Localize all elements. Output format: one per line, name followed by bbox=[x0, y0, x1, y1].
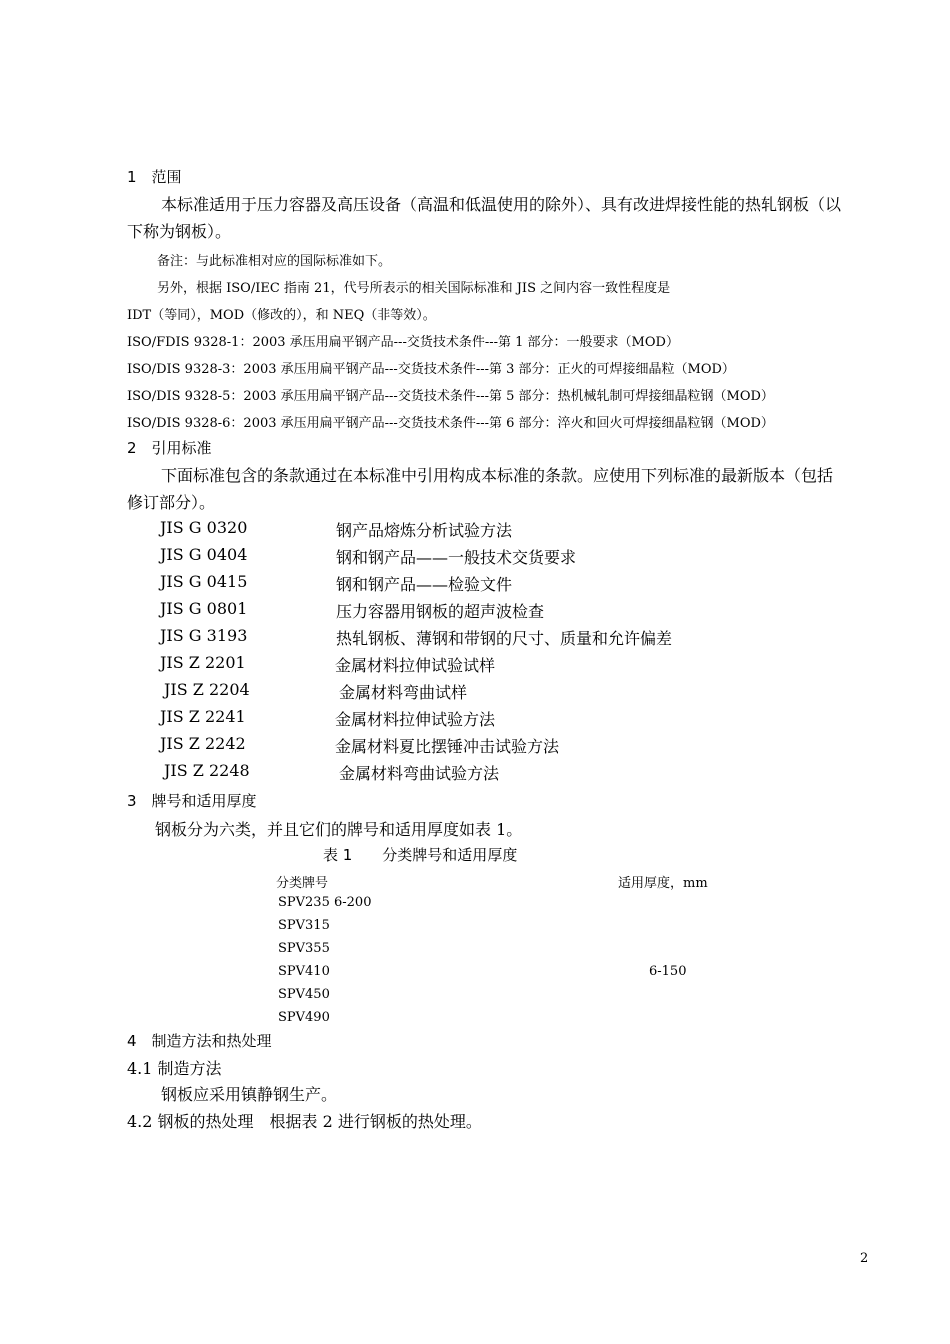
table-cell-grade: SPV355 bbox=[278, 941, 330, 956]
ref-code: JIS Z 2201 bbox=[160, 653, 246, 672]
ref-code: JIS G 0320 bbox=[160, 518, 248, 537]
ref-title: 钢产品熔炼分析试验方法 bbox=[336, 521, 513, 540]
table-header-grade: 分类牌号 bbox=[276, 876, 329, 891]
note2-line-2: IDT（等同），MOD（修改的），和 NEQ（非等效）。 bbox=[127, 308, 436, 323]
ref-title: 金属材料弯曲试样 bbox=[339, 683, 468, 702]
table-cell-grade: SPV490 bbox=[278, 1010, 330, 1025]
ref-title: 热轧钢板、薄钢和带钢的尺寸、质量和允许偏差 bbox=[336, 629, 673, 648]
ref-code: JIS Z 2248 bbox=[164, 761, 250, 780]
section-4-heading: 4 制造方法和热处理 bbox=[127, 1032, 272, 1050]
ref-title: 金属材料拉伸试验试样 bbox=[335, 656, 496, 675]
section-1-paragraph-line-2: 下称为钢板）。 bbox=[127, 222, 232, 241]
ref-title: 金属材料夏比摆锤冲击试验方法 bbox=[335, 737, 560, 756]
section-4-2-text: 4.2 钢板的热处理 根据表 2 进行钢板的热处理。 bbox=[127, 1112, 482, 1131]
ref-title: 金属材料弯曲试验方法 bbox=[339, 764, 500, 783]
table-header-thickness: 适用厚度，mm bbox=[618, 876, 708, 891]
ref-code: JIS G 0415 bbox=[160, 572, 248, 591]
ref-code: JIS Z 2242 bbox=[160, 734, 246, 753]
ref-code: JIS G 0404 bbox=[160, 545, 248, 564]
section-2-paragraph-line-1: 下面标准包含的条款通过在本标准中引用构成本标准的条款。应使用下列标准的最新版本（包括 bbox=[161, 466, 834, 485]
section-2-paragraph-line-2: 修订部分）。 bbox=[127, 493, 216, 512]
ref-code: JIS Z 2241 bbox=[160, 707, 246, 726]
ref-code: JIS G 3193 bbox=[160, 626, 248, 645]
iso-standard-line: ISO/DIS 9328-6：2003 承压用扁平钢产品---交货技术条件---第 6 部分：淬火和回火可焊接细晶粒钢（MOD） bbox=[127, 416, 774, 431]
table-1-caption: 表 1 分类牌号和适用厚度 bbox=[323, 846, 518, 864]
page-number: 2 bbox=[860, 1251, 869, 1266]
iso-standard-line: ISO/DIS 9328-5：2003 承压用扁平钢产品---交货技术条件---第 5 部分：热机械轧制可焊接细晶粒钢（MOD） bbox=[127, 389, 774, 404]
table-cell-grade: SPV410 bbox=[278, 964, 330, 979]
section-4-1-title: 4.1 制造方法 bbox=[127, 1059, 222, 1078]
note-line: 备注：与此标准相对应的国际标准如下。 bbox=[157, 254, 392, 269]
section-3-paragraph: 钢板分为六类，并且它们的牌号和适用厚度如表 1。 bbox=[155, 820, 523, 839]
iso-standard-line: ISO/DIS 9328-3：2003 承压用扁平钢产品---交货技术条件---第 3 部分：正火的可焊接细晶粒（MOD） bbox=[127, 362, 735, 377]
section-4-1-text: 钢板应采用镇静钢生产。 bbox=[161, 1085, 338, 1104]
ref-title: 钢和钢产品——一般技术交货要求 bbox=[336, 548, 577, 567]
section-1-paragraph-line-1: 本标准适用于压力容器及高压设备（高温和低温使用的除外）、具有改进焊接性能的热轧钢板（以 bbox=[161, 195, 842, 214]
ref-title: 钢和钢产品——检验文件 bbox=[336, 575, 513, 594]
table-cell-grade: SPV315 bbox=[278, 918, 330, 933]
ref-title: 金属材料拉伸试验方法 bbox=[335, 710, 496, 729]
table-cell-grade: SPV450 bbox=[278, 987, 330, 1002]
section-2-heading: 2 引用标准 bbox=[127, 439, 212, 457]
ref-code: JIS Z 2204 bbox=[164, 680, 250, 699]
ref-code: JIS G 0801 bbox=[160, 599, 248, 618]
table-cell-grade: SPV235 6-200 bbox=[278, 895, 372, 910]
ref-title: 压力容器用钢板的超声波检查 bbox=[336, 602, 545, 621]
section-3-heading: 3 牌号和适用厚度 bbox=[127, 792, 257, 810]
iso-standard-line: ISO/FDIS 9328-1：2003 承压用扁平钢产品---交货技术条件---第 1 部分：一般要求（MOD） bbox=[127, 335, 679, 350]
table-cell-thickness: 6-150 bbox=[649, 964, 687, 979]
section-1-heading: 1 范围 bbox=[127, 168, 182, 186]
note2-line-1: 另外，根据 ISO/IEC 指南 21，代号所表示的相关国际标准和 JIS 之间内容一致性程度是 bbox=[157, 281, 671, 296]
